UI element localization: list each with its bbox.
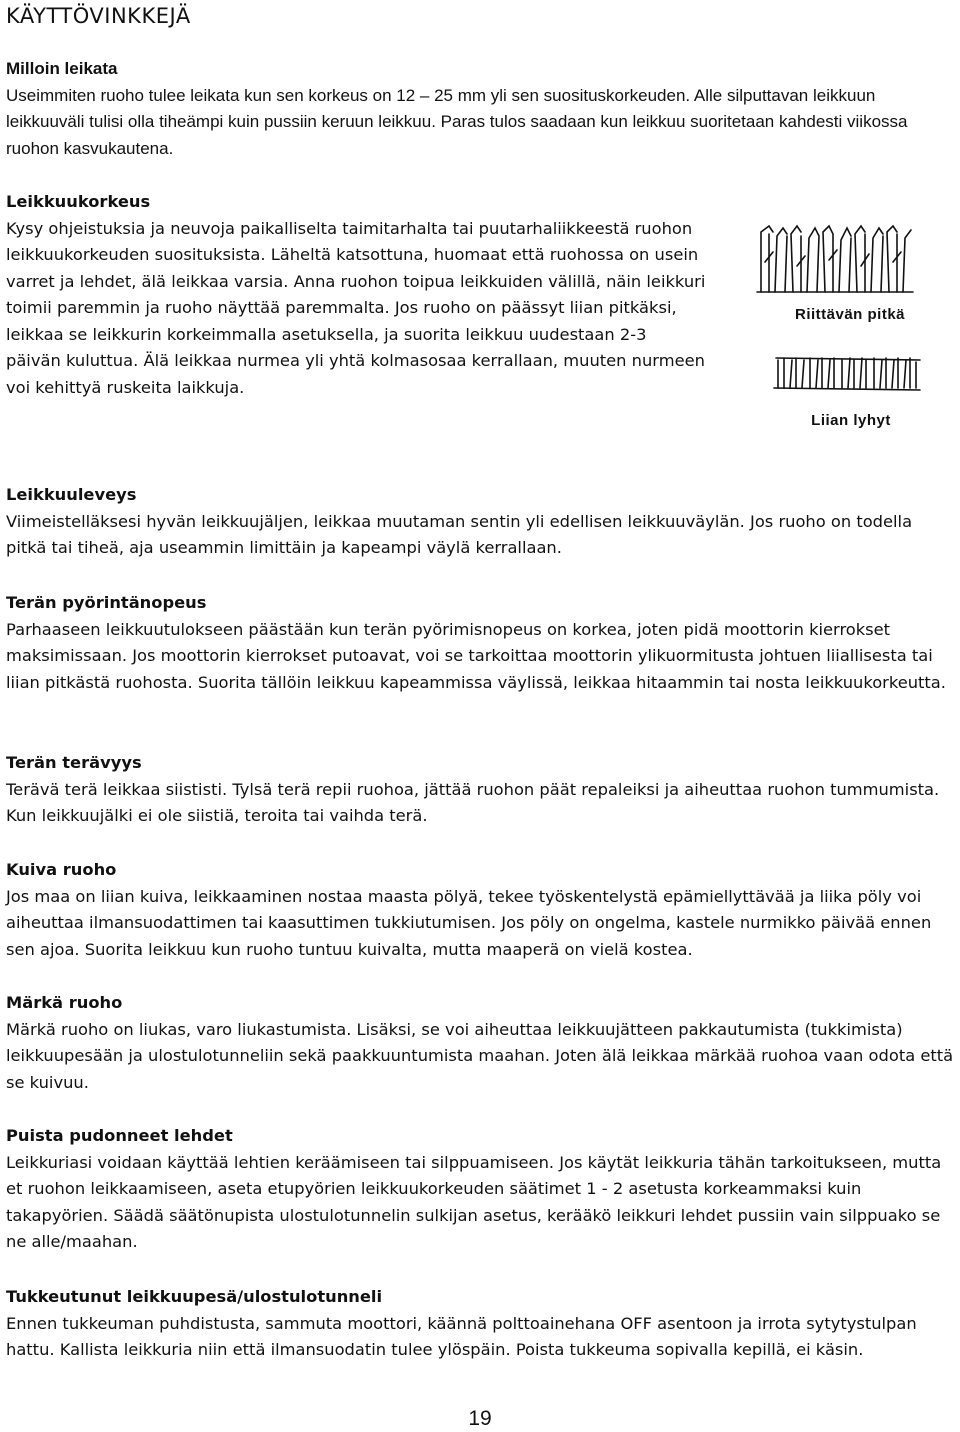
- section-heading: Terän pyörintänopeus: [6, 593, 207, 612]
- section-blade-speed: [6, 590, 956, 696]
- tall-grass-label: Riittävän pitkä: [794, 306, 906, 323]
- tall-grass-figure: [755, 222, 915, 298]
- section-body: Märkä ruoho on liukas, varo liukastumista. Lisäksi, se voi aiheuttaa leikkuujätteen pakkautumista (tukkimista) leikkuupesään ja ulostulotunneliin sekä paakkuuntumista maahan. Joten älä leikkaa märkää ruohoa vaan odota että se kuivuu.: [6, 1019, 954, 1092]
- section-heading: Tukkeutunut leikkuupesä/ulostulotunneli: [6, 1287, 383, 1306]
- page-number: 19: [468, 1407, 492, 1430]
- page-title: KÄYTTÖVINKKEJÄ: [6, 4, 191, 28]
- section-body: Terävä terä leikkaa siististi. Tylsä terä repii ruohoa, jättää ruohon päät repaleiksi ja aiheuttaa ruohon tummumista. Kun leikkuujälki ei ole siistiä, teroita tai vaihda terä.: [6, 779, 940, 825]
- section-dry-grass: [6, 857, 956, 963]
- section-heading: Puista pudonneet lehdet: [6, 1126, 233, 1145]
- section-blade-sharpness: [6, 750, 956, 830]
- section-body: Ennen tukkeuman puhdistusta, sammuta moottori, käännä polttoainehana OFF asentoon ja irrota sytytystulpan hattu. Kallista leikkuria niin että ilmansuodatin tulee ylöspäin. Poista tukkeuma sopivalla kepillä, ei käsin.: [6, 1313, 917, 1359]
- section-body: Useimmiten ruoho tulee leikata kun sen korkeus on 12 – 25 mm yli sen suosituskorkeuden. Alle silputtavan leikkuun leikkuuväli tulisi olla tiheämpi kuin pussiin keruun leikkuu. Paras tulos saadaan kun leikkuu suoritetaan kahdesti viikossa ruohon kasvukautena.: [6, 85, 908, 158]
- short-grass-figure: [772, 352, 922, 398]
- tall-grass-icon: [755, 222, 915, 294]
- section-body: Jos maa on liian kuiva, leikkaaminen nostaa maasta pölyä, tekee työskentelystä epämiellyttävää ja liika pöly voi aiheuttaa ilmansuodattimen tai kaasuttimen tukkiutumisen. Jos pöly on ongelma, kastele nurmikko päivää ennen sen ajoa. Suorita leikkuu kun ruoho tuntuu kuivalta, mutta maaperä on vielä kostea.: [6, 886, 932, 959]
- section-heading: Milloin leikata: [6, 59, 118, 78]
- section-fallen-leaves: [6, 1123, 956, 1256]
- section-cutting-width: [6, 482, 956, 562]
- section-heading: Märkä ruoho: [6, 993, 123, 1012]
- section-heading: Leikkuuleveys: [6, 485, 137, 504]
- section-cutting-height: [6, 189, 706, 401]
- section-body: Leikkuriasi voidaan käyttää lehtien keräämiseen tai silppuamiseen. Jos käytät leikkuria tähän tarkoitukseen, mutta et ruohon leikkaamiseen, aseta etupyörien leikkuukorkeuden säätimet 1 - 2 asetusta korkeammaksi kuin takapyörien. Säädä säätönupista ulostulotunnelin sulkijan asetus, kerääkö leikkuri lehdet pussiin vain silppuako se ne alle/maahan.: [6, 1152, 942, 1251]
- short-grass-icon: [772, 352, 922, 394]
- section-body: Kysy ohjeistuksia ja neuvoja paikalliselta taimitarhalta tai puutarhaliikkeestä ruohon leikkuukorkeuden suosituksista. Läheltä katsottuna, huomaat että ruohossa on usein varret ja lehdet, älä leikkaa varsia. Anna ruohon toipua leikkuiden välillä, näin leikkuri toimii paremmin ja ruoho näyttää paremmalta. Jos ruoho on päässyt liian pitkäksi, leikkaa se leikkurin korkeimmalla asetuksella, ja suorita leikkuu uudestaan 2-3 päivän kuluttua. Älä leikkaa nurmea yli yhtä kolmasosaa kerrallaan, muuten nurmeen voi kehittyä ruskeita laikkuja.: [6, 218, 706, 397]
- section-body: Parhaaseen leikkuutulokseen päästään kun terän pyörimisnopeus on korkea, joten pidä moottorin kierrokset maksimissaan. Jos moottorin kierrokset putoavat, voi se tarkoittaa moottorin ylikuormitusta johtuen liiallisesta tai liian pitkästä ruohosta. Suorita tällöin leikkuu kapeammissa väylissä, leikkaa hitaammin tai nosta leikkuukorkeutta.: [6, 619, 946, 692]
- short-grass-label: Liian lyhyt: [811, 412, 891, 429]
- section-wet-grass: [6, 990, 956, 1096]
- section-heading: Kuiva ruoho: [6, 860, 117, 879]
- section-when-to-mow: [6, 56, 951, 162]
- section-body: Viimeistelläksesi hyvän leikkuujäljen, leikkaa muutaman sentin yli edellisen leikkuuväylän. Jos ruoho on todella pitkä tai tiheä, aja useammin limittäin ja kapeampi väylä kerrallaan.: [6, 511, 913, 557]
- section-heading: Terän terävyys: [6, 753, 142, 772]
- section-heading: Leikkuukorkeus: [6, 192, 151, 211]
- section-clogged-deck: [6, 1284, 956, 1364]
